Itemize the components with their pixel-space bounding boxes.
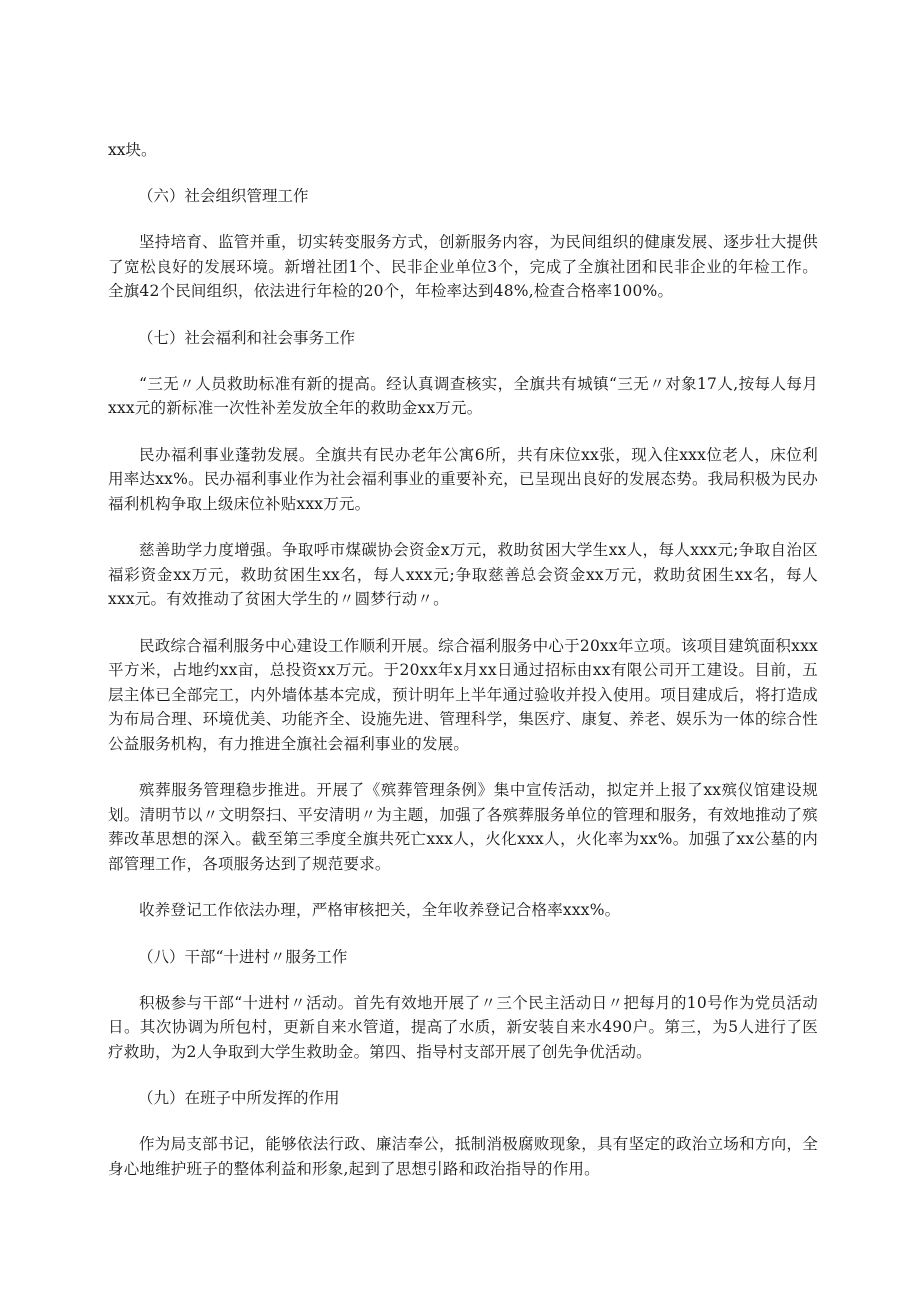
paragraph: “三无〃人员救助标准有新的提高。经认真调查核实，全旗共有城镇“三无〃对象17人,按每人每月xxx元的新标准一次性补差发放全年的救助金xx万元。 xyxy=(108,374,818,417)
section-heading-8: （八）干部“十进村〃服务工作 xyxy=(138,947,348,966)
paragraph: 殡葬服务管理稳步推进。开展了《殡葬管理条例》集中宣传活动，拟定并上报了xx殡仪馆建设规划。清明节以〃文明祭扫、平安清明〃为主题，加强了各殡葬服务单位的管理和服务，有效地推动了殡葬改革思想的深入。截至第三季度全旗共死亡xxx人，火化xxx人，火化率为xx%。加强了xx公墓的内部管理工作，各项服务达到了规范要求。 xyxy=(108,781,818,873)
paragraph: 慈善助学力度增强。争取呼市煤碳协会资金x万元，救助贫困大学生xx人，每人xxx元;争取自治区福彩资金xx万元，救助贫困生xx名，每人xxx元;争取慈善总会资金xx万元，救助贫困生xx名，每人xxx元。有效推动了贫困大学生的〃圆梦行动〃。 xyxy=(108,541,818,608)
continuation-text: xx块。 xyxy=(108,141,157,159)
paragraph: 收养登记工作依法办理，严格审核把关，全年收养登记合格率xxx%。 xyxy=(139,901,621,919)
section-heading-9: （九）在班子中所发挥的作用 xyxy=(138,1089,340,1107)
paragraph: 积极参与干部“十进村〃活动。首先有效地开展了〃三个民主活动日〃把每月的10号作为党员活动日。其次协调为所包村，更新自来水管道，提高了水质，新安装自来水490户。第三，为5人进行了医疗救助，为2人争取到大学生救助金。第四、指导村支部开展了创先争优活动。 xyxy=(108,993,818,1061)
paragraph: 作为局支部书记，能够依法行政、廉洁奉公，抵制消极腐败现象，具有坚定的政治立场和方向，全身心地维护班子的整体利益和形象,起到了思想引路和政治指导的作用。 xyxy=(108,1135,818,1178)
section-heading-7: （七）社会福利和社会事务工作 xyxy=(138,328,356,347)
paragraph: 民办福利事业蓬勃发展。全旗共有民办老年公寓6所，共有床位xx张，现入住xxx位老人，床位利用率达xx%。民办福利事业作为社会福利事业的重要补充，已呈现出良好的发展态势。我局积极为民办福利机构争取上级床位补贴xxx万元。 xyxy=(108,445,818,513)
section-heading-6: （六）社会组织管理工作 xyxy=(138,187,309,205)
paragraph: 民政综合福利服务中心建设工作顺利开展。综合福利服务中心于20xx年立项。该项目建筑面积xxx平方米，占地约xx亩，总投资xx万元。于20xx年x月xx日通过招标由xx有限公司开工建设。目前，五层主体已全部完工，内外墙体基本完成，预计明年上半年通过验收并投入使用。项目建成后，将打造成为布局合理、环境优美、功能齐全、设施先进、管理科学，集医疗、康复、养老、娱乐为一体的综合性公益服务机构，有力推进全旗社会福利事业的发展。 xyxy=(108,636,818,753)
paragraph: 坚持培育、监管并重，切实转变服务方式，创新服务内容，为民间组织的健康发展、逐步壮大提供了宽松良好的发展环境。新增社团1个、民非企业单位3个，完成了全旗社团和民非企业的年检工作。全旗42个民间组织，依法进行年检的20个，年检率达到48%,检查合格率100%。 xyxy=(108,233,818,300)
document-page xyxy=(108,138,818,1203)
